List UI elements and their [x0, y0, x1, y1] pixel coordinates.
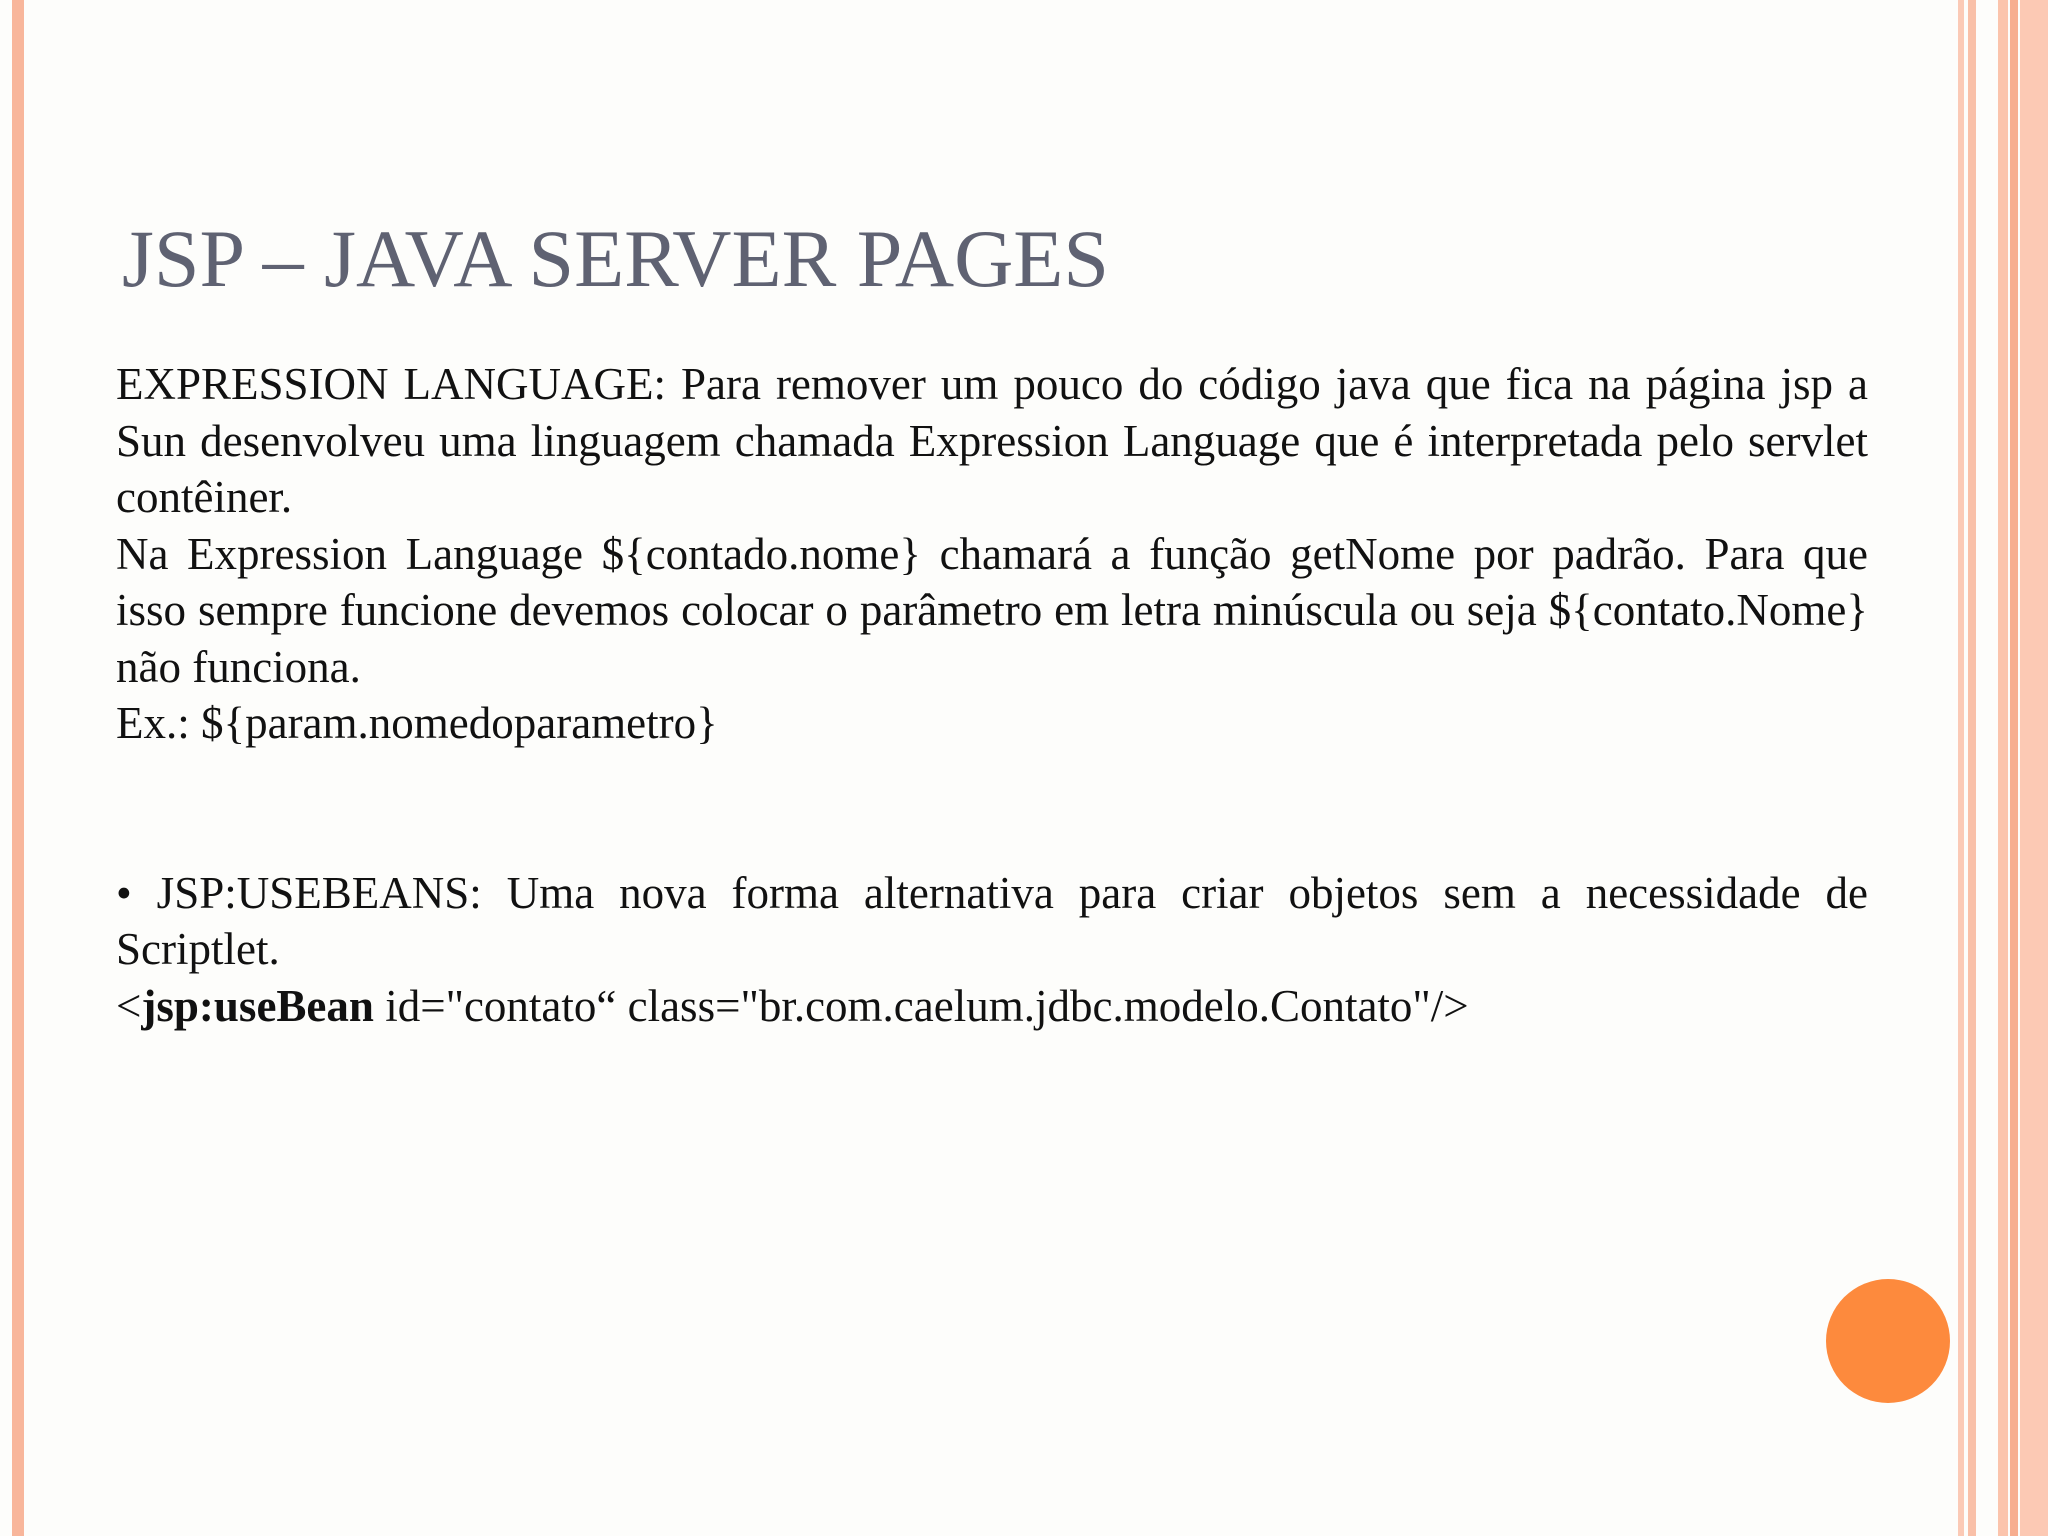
usebean-code-example	[116, 978, 1868, 1035]
code-attributes: id="contato“ class="br.com.caelum.jdbc.modelo.Contato"/>	[373, 980, 1469, 1031]
orange-circle-decoration	[1826, 1279, 1950, 1403]
code-tag-name: jsp:useBean	[141, 980, 374, 1031]
code-open-bracket: <	[116, 980, 142, 1031]
right-decorative-stripes	[1958, 0, 2048, 1536]
usebean-bullet: • JSP:USEBEANS: Uma nova forma alternativa para criar objetos sem a necessidade de Scriptlet.	[116, 867, 1868, 974]
spacer	[116, 752, 1868, 865]
stripe	[1958, 0, 1964, 1536]
left-accent-bar	[12, 0, 24, 1536]
stripe	[2010, 0, 2018, 1536]
slide-title: JSP – JAVA SERVER PAGES	[122, 213, 1110, 304]
slide-body	[116, 356, 1868, 1034]
stripe	[1998, 0, 2008, 1536]
stripe	[1968, 0, 1976, 1536]
stripe	[2020, 0, 2048, 1536]
expression-language-paragraph: EXPRESSION LANGUAGE: Para remover um pouco do código java que fica na página jsp a Sun desenvolveu uma linguagem chamada Expression Language que é interpretada pelo servlet contêiner.	[116, 359, 1868, 522]
stripe	[1980, 0, 1998, 1536]
expression-language-example: Ex.: ${param.nomedoparametro}	[116, 698, 718, 748]
expression-language-note: Na Expression Language ${contado.nome} chamará a função getNome por padrão. Para que isso sempre funcione devemos colocar o parâmetro em letra minúscula ou seja ${contato.Nome} não funciona.	[116, 528, 1868, 692]
